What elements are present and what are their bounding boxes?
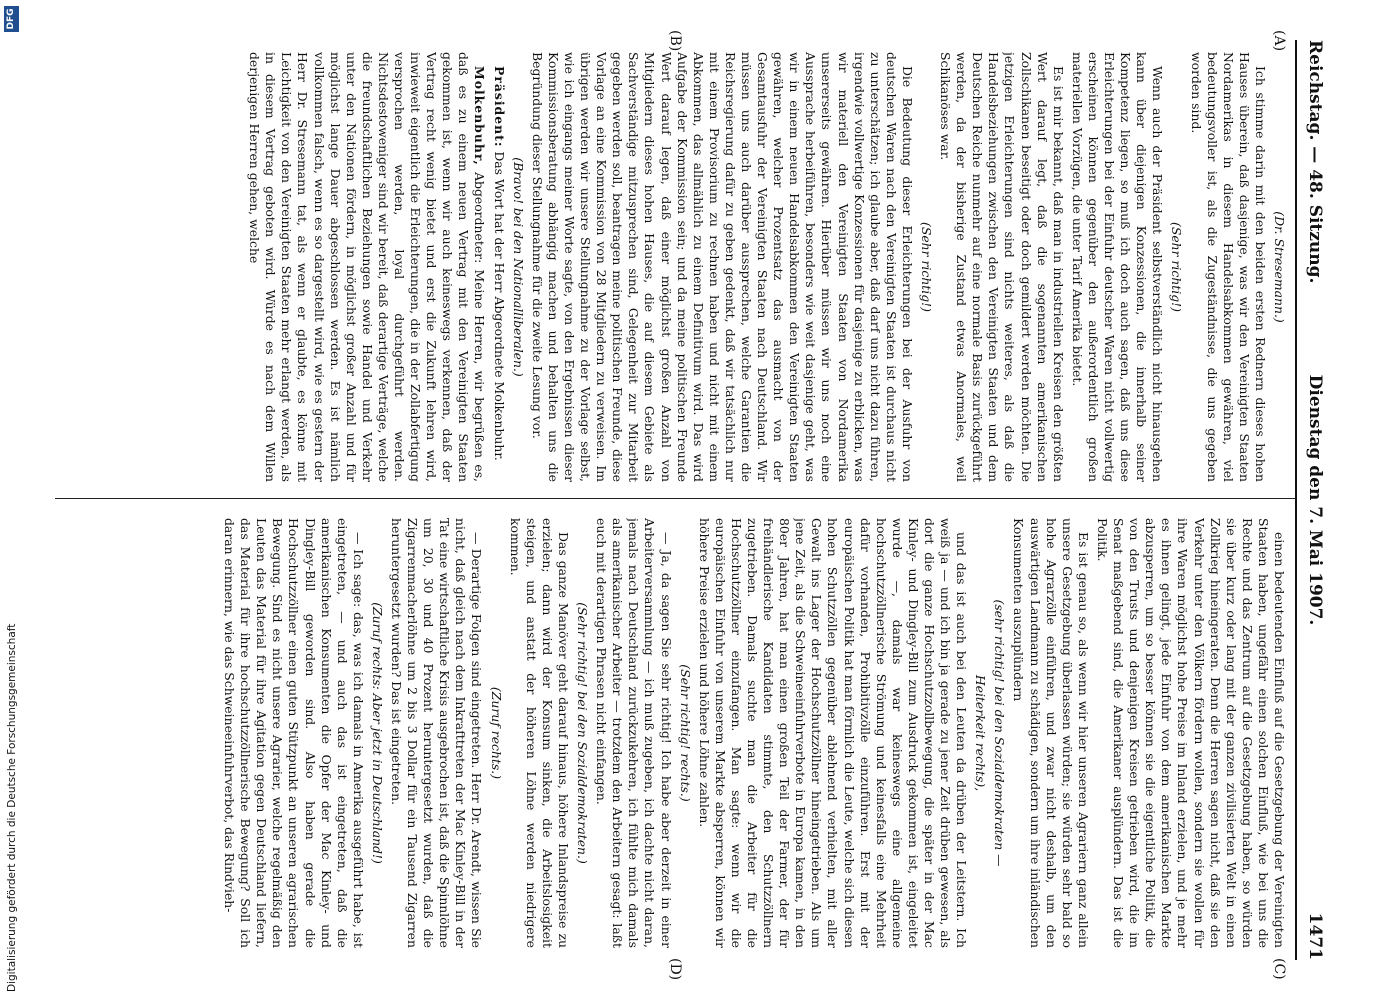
margin-marker-b: (B): [667, 30, 683, 52]
interjection: (Sehr richtig!): [1169, 222, 1185, 312]
interjection: (Zuruf rechts.): [488, 686, 504, 780]
paragraph: — Ich sage: das, was ich damals in Amerika ausgeführt habe, ist eingetreten, — und auch das ist eingetreten, daß die amerikanischen Konsumenten die Opfer der Mac Kinley- und Dingley-Bill geworden sind. Also haben gerade die Hochschutzzöllner einen guten Stützpunkt an unseren agrarischen Bewegung. Sind es nicht unsere Agrarier, welche regelmäßig den Leuten das Material für ihre Agitation gegen Deutschland liefern, das Material für ihre hochschutzzöllnerische Bewegung? Soll ich daran erinnern, wie das Schweineeinfuhrverbot, das Rindvieh-: [222, 518, 366, 948]
margin-marker-d: (D): [667, 958, 683, 981]
paragraph: einen bedeutenden Einfluß auf die Gesetzgebung der Vereinigten Staaten haben, ungefähr einen solchen Einfluß, wie bei uns die Rechte und das Zentrum auf die Gesetzgebung haben, so würden sie über kurz oder lang mit der ganzen zivilisierten Welt in einen Zollkrieg hineingeraten. Denn die Herren sagen nicht, daß sie den Verkehr unter den Völkern fördern wollen, sondern sie wollen für ihre Waren möglichst hohe Preise im Inland erzielen, und je mehr es ihnen gelingt, jede Einfuhr von dem amerikanischen Markte abzusperren, um so besser können sie die eigentliche Politik, die von den Trusts und denjenigen Kreisen getrieben wird, die im Senat maßgebend sind, die Amerikaner ausplündern. Das ist die Politik.: [1094, 518, 1287, 948]
margin-marker-c: (C): [1271, 958, 1287, 980]
speaker-name: Präsident:: [491, 66, 507, 148]
footer-strip: [0, 0, 26, 1000]
dfg-logo: DFG: [4, 6, 19, 32]
interjection: (Zuruf rechts: Aber jetzt in Deutschland!): [369, 602, 385, 864]
speaker-paragraph: [491, 52, 507, 482]
paragraph: Es ist genau so, als wenn wir hier unseren Agrariern ganz allein unsere Gesetzgebung überlassen würden; sie würden sehr bald so hohe Agrarzölle einführen, und zwar nicht deshalb, um den auswärtigen Landmann zu schädigen, sondern um ihre inländischen Konsumenten auszuplündern: [1011, 518, 1091, 948]
paragraph: Das ganze Manöver geht darauf hinaus, höhere Inlandspreise zu erzielen; dann wird der Konsum sinken, die Arbeitslosigkeit steigen, und anstatt der höheren Löhne werden niedrigere kommen.: [507, 518, 571, 948]
paragraph: — Ja, da sagen Sie sehr richtig! Ich habe aber derzeit in einer Arbeiterversammlung — ich muß zugeben, ich dachte nicht daran, jemals nach Deutschland zurückzukehren, ich fühlte mich damals als amerikanischer Arbeiter — trotzdem den Arbeitern gesagt: laßt euch mit derartigen Phrasen nicht einfangen.: [594, 518, 674, 948]
speaker-paragraph: [246, 52, 487, 482]
header-date: Dienstag den 7. Mai 1907.: [1305, 374, 1325, 626]
paragraph: und das ist auch bei den Leuten da drüben der Leitstern. Ich weiß ja — und ich bin ja gerade zu jener Zeit drüben gewesen, als dort die ganze Hochschutzzollbewegung, die später in der Mac Kinley- und Dingley-Bill zum Ausdruck gekommen ist, eingeleitet wurde —, damals war keineswegs eine allgemeine hochschutzzöllnerische Strömung und keinesfalls eine Mehrheit dafür vorhanden, Prohibitivzölle einzuführen. Erst mit der europäischen Politik hat man förmlich die Leute, welche sich diesen hohen Schutzzöllen gegenüber ablehnend verhielten, mit aller Gewalt ins Lager der Hochschutzzöllner hineingetrieben. Als um jene Zeit, als die Schweineeinfuhrverbote in Europa kamen, in den 80er Jahren, hat man einen großen Teil der Farmer, der für freihändlerische Kandidaten stimmte, den Schutzzöllnern zugetrieben. Damals suchte man die Arbeiter für die Hochschutzzöllner einzufangen. Man sagte: wenn wir die europäischen Einfuhr von unserem Markte absperren, können wir höhere Preise erzielen und höhere Löhne zahlen.: [696, 518, 970, 948]
right-column: [67, 518, 1287, 948]
interjection: (Sehr richtig! rechts.): [677, 664, 693, 802]
interjection: (Bravo! bei den Nationalliberalen.): [510, 157, 526, 377]
paragraph: Es ist mir bekannt, daß man in industriellen Kreisen den größten Wert darauf legt, daß die sogenannten amerikanischen Zollschikanen beseitigt oder doch gemildert werden möchten. Die jetzigen Erleichterungen sind nichts weiteres, als daß die Handelsbeziehungen zwischen den Vereinigten Staaten und dem Deutschen Reiche nunmehr auf eine normale Basis zurückgeführt werden, da der bisherige Zustand etwas Anormales, weil Schikanöses war.: [938, 52, 1066, 482]
page-number: 1471: [1305, 912, 1325, 960]
header-left: Reichstag. — 48. Sitzung.: [1305, 40, 1325, 284]
speech-text: Das Wort hat der Herr Abgeordnete Molkenbuhr.: [491, 147, 507, 461]
left-column: [67, 52, 1287, 482]
speech-text: Abgeordneter: Meine Herren, wir begrüßen es, daß es zu einem neuen Vertrag mit den Vereinigten Staaten gekommen ist, wenn wir auch keineswegs verkennen, daß der Vertrag recht wenig bietet und erst die Zukunft lehren wird, inwieweit eigentlich die Erleichterungen, die in der Zollabfertigung versprochen werden, loyal durchgeführt werden. Nichtsdestoweniger sind wir bereit, daß derartige Verträge, welche die freundschaftlichen Beziehungen sowie Handel und Verkehr unter den Nationen fördern, in möglichst großer Anzahl und für möglichst lange Dauer abgeschlossen werden. Es ist nämlich vollkommen falsch, wenn es so dargestellt wird, wie es gestern der Herr Dr. Stresemann tat, als wenn er glaubte, es könne mit Leichtigkeit von den Vereinigten Staaten mehr erlangt werden, als in diesem Vertrag geboten wird. Würde es nach dem Willen derjenigen Herren gehen, welche: [247, 52, 488, 482]
speaker-name: Molkenbuhr,: [472, 66, 488, 166]
interjection: Heiterkeit rechts),: [973, 674, 989, 792]
interjection: (Sehr richtig!): [919, 222, 935, 312]
interjection: (Sehr richtig! bei den Sozialdemokraten.): [575, 602, 591, 864]
page-header: [1301, 40, 1325, 960]
interjection: (sehr richtig! bei den Sozialdemokraten —: [992, 599, 1008, 867]
paragraph: Ich stimme darin mit den beiden ersten Rednern dieses hohen Hauses überein, daß dasjenige, was wir den Vereinigten Staaten Nordamerikas in diesem Handelsabkommen gewähren, viel bedeutungsvoller ist, als die Zugeständnisse, die uns gegeben worden sind.: [1188, 52, 1268, 482]
paragraph: Die Bedeutung dieser Erleichterungen bei der Ausfuhr von deutschen Waren nach den Vereinigten Staaten ist durchaus nicht zu unterschätzen; ich glaube aber, daß darf uns nicht dazu führen, irgendwie vollwertige Konzessionen für dasjenige zu erblicken, was wir materiell den Vereinigten Staaten von Nordamerika unsererseits gewähren. Hierüber müssen wir uns noch eine Aussprache herbeiführen, besonders wie weit dasjenige geht, was wir in einem neuen Handelsabkommen den Vereinigten Staaten gewähren, welcher Prozentsatz das ausmacht von der Gesamtausfuhr der Vereinigten Staaten nach Deutschland. Wir müssen uns auch darüber aussprechen, welche Garantien die Reichsregierung dafür zu geben gedenkt, daß wir tatsächlich nur mit einem Provisorium zu rechnen haben und nicht mit einem Abkommen, das allmählich zu einem Definitivum wird. Das wird Aufgabe der Kommission sein; und da meine politischen Freunde Wert darauf legen, daß einer möglichst großen Anzahl von Mitgliedern dieses hohen Hauses, die auf diesem Gebiete als Sachverständige mitzusprechen sind, Gelegenheit zur Mitarbeit gegeben werden soll, beantragen meine politischen Freunde, diese Vorlage an eine Kommission von 28 Mitgliedern zu verweisen. Im übrigen werden wir unsere Stellungnahme zu der Vorlage selbst, wie ich eingangs meiner Worte sagte, von den Ergebnissen dieser Kommissionsberatung abhängig machen und behalten uns die Begründung dieser Stellungnahme für die zweite Lesung vor.: [529, 52, 915, 482]
header-rule: [1295, 40, 1297, 960]
margin-marker-a: (A): [1271, 30, 1287, 52]
paragraph: — Derartige Folgen sind eingetreten. Herr Dr. Arendt, wissen Sie nicht, daß gleich nach dem Inkrafttreten der Mac Kinley-Bill in der Tat eine wirtschaftliche Krisis ausgebrochen ist, daß die Spinnlöhne um 20, 30 und 40 Prozent heruntergesetzt wurden, daß die Zigarrenmacherlöhne um 2 bis 3 Dollar für ein Tausend Zigarren heruntergesetzt wurden? Das ist eingetreten.: [389, 518, 485, 948]
footer-credit: Digitalisierung gefördert durch die Deutsche Forschungsgemeinschaft: [6, 623, 18, 992]
paragraph: Wenn auch der Präsident selbstverständlich nicht hinausgehen kann über diejenigen Konzessionen, die innerhalb seiner Kompetenz liegen, so muß ich doch auch sagen, daß uns diese Erleichterungen bei der Einfuhr deutscher Waren nicht vollwertig erscheinen können gegenüber den außerordentlich großen materiellen Vorzügen, die unter Tarif Amerika bietet.: [1069, 52, 1166, 482]
interjection: (Dr. Stresemann.): [1272, 211, 1287, 323]
column-divider: [55, 498, 1295, 499]
